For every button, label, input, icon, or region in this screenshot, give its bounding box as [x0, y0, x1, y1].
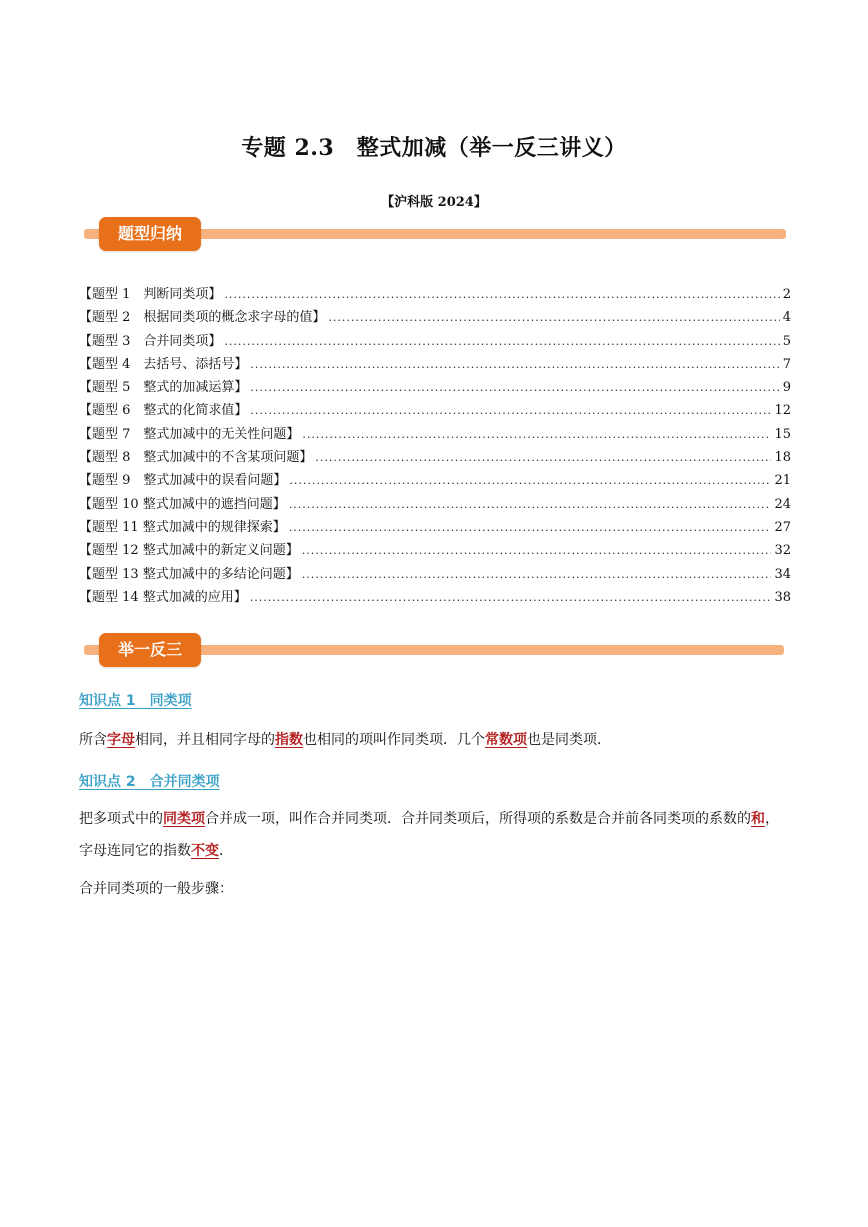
toc-page-number: 4 [782, 310, 791, 326]
toc-entry[interactable] [79, 516, 791, 539]
knowledge-point-heading: 知识点 1 同类项 [79, 693, 192, 709]
text-segment: 相同，并且相同字母的 [135, 732, 275, 748]
highlighted-term: 和 [751, 811, 765, 827]
toc-entry-label: 【题型 12 整式加减中的新定义问题】 [79, 543, 299, 559]
text-segment: 把多项式中的 [79, 811, 163, 827]
text-segment: 合并成一项，叫作合并同类项．合并同类项后，所得项的系数是合并前各同类项的系数的 [205, 811, 751, 827]
toc-page-number: 2 [782, 287, 791, 302]
toc-entry-label: 【题型 1 判断同类项】 [79, 287, 222, 302]
toc-entry-label: 【题型 8 整式加减中的不含某项问题】 [79, 450, 313, 466]
text-segment: ． [219, 843, 233, 859]
toc-entry[interactable] [79, 539, 791, 562]
section-tag-examples: 举一反三 [99, 633, 201, 667]
toc-entry[interactable] [79, 423, 791, 446]
toc-leader-dots [315, 451, 771, 464]
toc-entry[interactable] [79, 283, 791, 306]
toc-page-number: 7 [782, 356, 791, 372]
page-title: 专题 2.3 整式加减（举一反三讲义） [241, 135, 627, 161]
toc-entry-label: 【题型 5 整式的加减运算】 [79, 380, 248, 396]
toc-leader-dots [302, 428, 771, 441]
highlighted-term: 不变 [191, 843, 219, 859]
highlighted-term: 指数 [275, 732, 303, 748]
toc-page-number: 5 [782, 333, 791, 349]
knowledge-point-text [79, 724, 791, 756]
toc-entry-label: 【题型 14 整式加减的应用】 [79, 589, 247, 605]
toc-entry-label: 【题型 11 整式加减中的规律探索】 [79, 519, 286, 535]
text-segment: ，字母连同它的指数 [79, 811, 779, 859]
toc-page-number: 15 [774, 426, 791, 442]
highlighted-term: 字母 [107, 732, 135, 748]
toc-leader-dots [302, 544, 772, 557]
text-segment: 也相同的项叫作同类项．几个 [303, 732, 485, 748]
toc-entry-label: 【题型 9 整式加减中的误看问题】 [79, 473, 287, 489]
toc-page-number: 21 [774, 473, 791, 489]
toc-entry-label: 【题型 10 整式加减中的遮挡问题】 [79, 496, 286, 512]
toc-entry-label: 【题型 13 整式加减中的多结论问题】 [79, 566, 299, 582]
highlighted-term: 常数项 [485, 732, 527, 748]
toc-page-number: 9 [782, 380, 791, 396]
toc-leader-dots [289, 474, 771, 487]
toc-leader-dots [302, 568, 772, 581]
toc-leader-dots [250, 381, 779, 394]
toc-leader-dots [289, 498, 772, 511]
toc-entry[interactable] [79, 399, 791, 422]
toc-entry-label: 【题型 6 整式的化简求值】 [79, 403, 248, 419]
toc-leader-dots [328, 311, 779, 324]
toc-entry[interactable] [79, 353, 791, 376]
toc-entry-label: 【题型 3 合并同类项】 [79, 333, 222, 349]
toc-leader-dots [289, 521, 772, 534]
knowledge-point-heading: 知识点 2 合并同类项 [79, 774, 220, 790]
edition-label: 【沪科版 2024】 [381, 195, 487, 210]
toc-entry[interactable] [79, 563, 791, 586]
toc-leader-dots [250, 358, 779, 371]
toc-leader-dots [224, 335, 779, 348]
toc-entry[interactable] [79, 306, 791, 329]
toc-page-number: 24 [774, 496, 791, 512]
toc-page-number: 38 [774, 589, 791, 605]
toc-page-number: 34 [774, 566, 791, 582]
toc-leader-dots [250, 404, 771, 417]
steps-intro: 合并同类项的一般步骤： [79, 881, 233, 897]
toc-entry[interactable] [79, 493, 791, 516]
toc-leader-dots [224, 288, 779, 301]
text-segment: 所含 [79, 732, 107, 748]
toc-entry[interactable] [79, 330, 791, 353]
toc-page-number: 32 [774, 543, 791, 559]
toc-page-number: 27 [774, 519, 791, 535]
toc-entry[interactable] [79, 376, 791, 399]
toc-page-number: 18 [774, 450, 791, 466]
toc-leader-dots [250, 591, 772, 604]
toc-entry[interactable] [79, 469, 791, 492]
toc-page-number: 12 [774, 403, 791, 419]
toc-entry-label: 【题型 4 去括号、添括号】 [79, 356, 248, 372]
knowledge-point-text [79, 803, 791, 867]
toc-entry-label: 【题型 7 整式加减中的无关性问题】 [79, 426, 300, 442]
section-tag-question-types: 题型归纳 [99, 217, 201, 251]
toc-entry-label: 【题型 2 根据同类项的概念求字母的值】 [79, 310, 326, 326]
highlighted-term: 同类项 [163, 811, 205, 827]
toc-entry[interactable] [79, 446, 791, 469]
toc-entry[interactable] [79, 586, 791, 609]
text-segment: 也是同类项． [527, 732, 611, 748]
table-of-contents [79, 283, 791, 609]
